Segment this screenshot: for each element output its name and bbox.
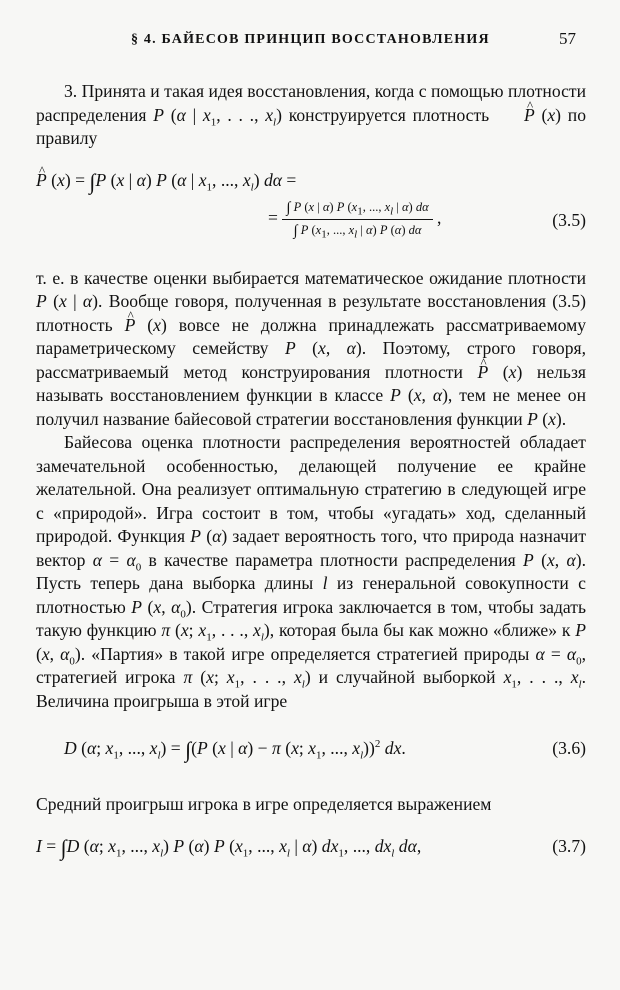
section-title: § 4. БАЙЕСОВ ПРИНЦИП ВОССТАНОВЛЕНИЯ [131,32,490,47]
page-number: 57 [559,29,576,48]
equation-3-5: ^ P (x) = ∫P (x | α) P (α | $x_1$, ..., $x_l$) dα = = $\frac{\int P (x | \alpha) P (x_1, ..., x_l | \alpha) d\alpha}{\int P (x_1, ..., x_l | \alpha) P (\alpha) d\alpha}$ , (3.5) [36,169,586,249]
page-body [36,80,586,869]
equation-number: (3.7) [552,835,586,856]
paragraph-4: Средний проигрыш игрока в игре определяется выражением [36,794,492,814]
paragraph-2: т. е. в качестве оценки выбирается математическое ожидание плотности P (x | α). Вообще говоря, полученная в результате восстановления (3.5) плотность ^ P (x) вовсе не должна принадлежать рассматриваемому параметрическому семейству P (x, α). Поэтому, строго говоря, рассматриваемый метод конструирования плотности ^ P (x) нельзя называть восстановлением функции в классе P (x, α), тем не менее он получил название байесовой стратегии восстановления функции P (x). [36,267,586,432]
equation-number: (3.5) [552,209,586,230]
equation-3-7: I = ∫D (α; $x_1$, ..., $x_l$) P (α) P ($x_1$, ..., $x_l$ | α) $dx_1$, ..., $dx_l$ dα, (3.7) [36,834,586,860]
equation-3-6: D (α; $x_1$, ..., $x_l) = \int(P$ (x | α) − π (x; $x_1$, ..., $x_l))^2$ dx. (3.6) [64,737,586,762]
running-header [36,26,586,60]
formula-inline: ^ P [496,104,535,128]
paragraph-3: Байесова оценка плотности распределения вероятностей обладает замечательной особенностью, делающей получение ее крайне желательной. Она реализует оптимальную стратегию в следующей игре с «природой». Игра состоит в том, чтобы «угадать» ход, сделанный природой. Функция P (α) задает вероятность того, что природа назначит вектор $\alpha = \alpha_0$ в качестве параметра плотности распределения P (x, α). Пусть теперь дана выборка длины l из генеральной совокупности с плотностью P (x, $\alpha_0$). Стратегия игрока заключается в том, чтобы задать такую функцию π (x; $x_1$, . . ., $x_l$), которая была бы как можно «ближе» к P (x, $\alpha_0$). «Партия» в такой игре определяется стратегией природы $\alpha = \alpha_0$, стратегией игрока π (x; $x_1$, . . ., $x_l$) и случайной выборкой $x_1$, . . ., $x_l$. Величина проигрыша в этой игре [36,432,587,711]
paragraph-1: 3. Принята и такая идея восстановления, когда с помощью плотности распределения P (α | $x_1$, . . ., $x_l$) конструируется плотность ^ P (x) по правилу [36,80,586,151]
formula-inline: P [153,104,164,125]
equation-number: (3.6) [552,738,586,758]
